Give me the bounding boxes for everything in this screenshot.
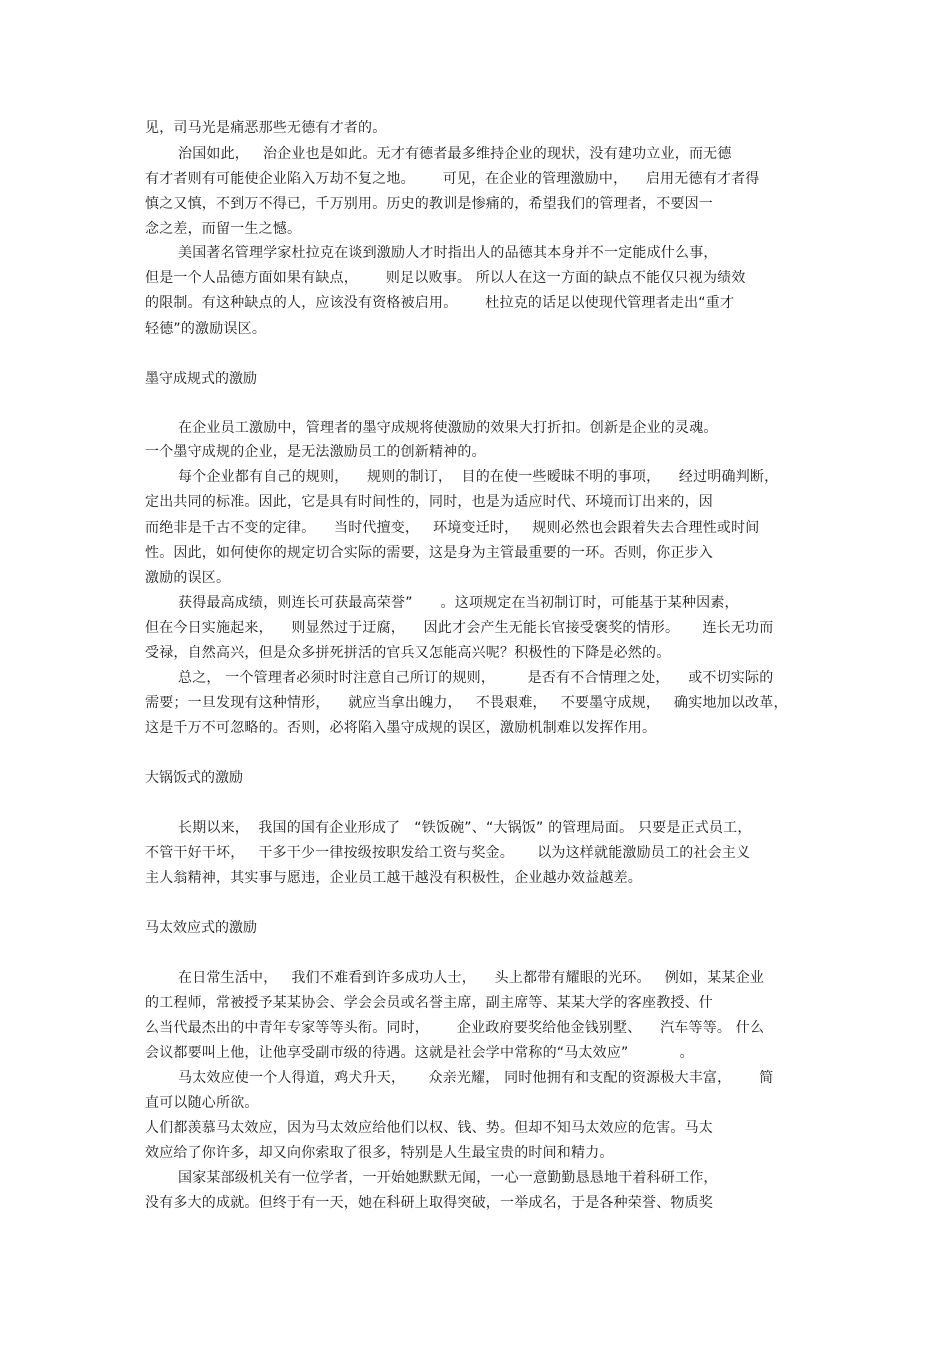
text-line: 定出共同的标准。因此，它是具有时间性的，同时，也是为适应时代、环境而订出来的，因 [145, 494, 713, 510]
text-line: 有才者则有可能使企业陷入万劫不复之地。 可见，在企业的管理激励中， 启用无德有才者得 [145, 171, 760, 187]
text-line: 国家某部级机关有一位学者，一开始她默默无闻，一心一意勤勤恳恳地干着科研工作， [178, 1170, 718, 1186]
section-heading: 墨守成规式的激励 [145, 371, 257, 387]
text-line: 的工程师，常被授予某某协会、学会会员或名誉主席，副主席等、某某大学的客座教授、什 [145, 995, 713, 1011]
text-line: 主人翁精神，其实事与愿违，企业员工越干越没有积极性，企业越办效益越差。 [145, 870, 642, 886]
text-line: 在企业员工激励中，管理者的墨守成规将使激励的效果大打折扣。创新是企业的灵魂。 [178, 420, 718, 436]
text-line: 激励的误区。 [145, 570, 231, 586]
text-line: 慎之又慎，不到万不得已，千万别用。历史的教训是惨痛的，希望我们的管理者，不要因一 [145, 196, 713, 212]
text-line: 长期以来， 我国的国有企业形成了 “铁饭碗”、“大锅饭” 的管理局面。 只要是正式员工， [178, 820, 752, 836]
text-line: 美国著名管理学家杜拉克在谈到激励人才时指出人的品德其本身并不一定能成什么事， [178, 245, 718, 261]
section-heading: 马太效应式的激励 [145, 920, 257, 936]
text-line: 见，司马光是痛恶那些无德有才者的。 [145, 120, 387, 136]
text-line: 不管干好干坏， 干多干少一律按级按职发给工资与奖金。 以为这样就能激励员工的社会主义 [145, 845, 751, 861]
text-line: 会议都要叫上他，让他享受副市级的待遇。这就是社会学中常称的“马太效应” 。 [145, 1045, 694, 1061]
text-line: 性。因此，如何使你的规定切合实际的需要，这是身为主管最重要的一环。否则，你正步入 [145, 545, 713, 561]
text-line: 马太效应使一个人得道，鸡犬升天， 众亲光耀， 同时他拥有和支配的资源极大丰富， 简 [178, 1070, 774, 1086]
text-line: 这是千万不可忽略的。否则，必将陷入墨守成规的误区，激励机制难以发挥作用。 [145, 720, 657, 736]
text-line: 效应给了你许多，却又向你索取了很多，特别是人生最宝贵的时间和精力。 [145, 1145, 614, 1161]
text-line: 而绝非是千古不变的定律。 当时代擅变， 环境变迁时， 规则必然也会跟着失去合理性或时间 [145, 520, 760, 536]
text-line: 在日常生活中， 我们不难看到许多成功人士， 头上都带有耀眼的光环。 例如，某某企业 [178, 970, 765, 986]
text-line: 一个墨守成规的企业，是无法激励员工的创新精神的。 [145, 444, 486, 460]
text-line: 直可以随心所欲。 [145, 1095, 259, 1111]
text-line: 治国如此， 治企业也是如此。无才有德者最多维持企业的现状，没有建功立业，而无德 [178, 146, 732, 162]
text-line: 但在今日实施起来， 则显然过于迂腐， 因此才会产生无能长官接受褒奖的情形。 连长无功而 [145, 620, 774, 636]
text-line: 么当代最杰出的中青年专家等等头衔。同时， 企业政府要奖给他金钱别墅、 汽车等等。 什么 [145, 1020, 765, 1036]
text-line: 总之， 一个管理者必须时时注意自己所订的规则， 是否有不合情理之处， 或不切实际的 [178, 670, 774, 686]
text-line: 念之差，而留一生之憾。 [145, 221, 302, 237]
section-heading: 大锅饭式的激励 [145, 770, 243, 786]
text-line: 每个企业都有自己的规则， 规则的制订， 目的在使一些暧昧不明的事项， 经过明确判断， [178, 469, 779, 485]
text-line: 人们都羡慕马太效应，因为马太效应给他们以权、钱、势。但却不知马太效应的危害。马太 [145, 1120, 713, 1136]
text-line: 没有多大的成就。但终于有一天，她在科研上取得突破，一举成名，于是各种荣誉、物质奖 [145, 1195, 713, 1211]
text-line: 的限制。有这种缺点的人，应该没有资格被启用。 杜拉克的话足以使现代管理者走出“重才 [145, 295, 735, 311]
text-line: 受禄，自然高兴，但是众多拼死拼活的官兵又怎能高兴呢？积极性的下降是必然的。 [145, 645, 671, 661]
text-line: 轻德”的激励误区。 [145, 321, 267, 337]
text-line: 获得最高成绩，则连长可获最高荣誉” 。这项规定在当初制订时，可能基于某种因素， [178, 595, 739, 611]
text-line: 需要；一旦发现有这种情形， 就应当拿出魄力， 不畏艰难， 不要墨守成规， 确实地加以改革， [145, 695, 788, 711]
text-line: 但是一个人品德方面如果有缺点， 则足以败事。 所以人在这一方面的缺点不能仅只视为绩效 [145, 270, 746, 286]
